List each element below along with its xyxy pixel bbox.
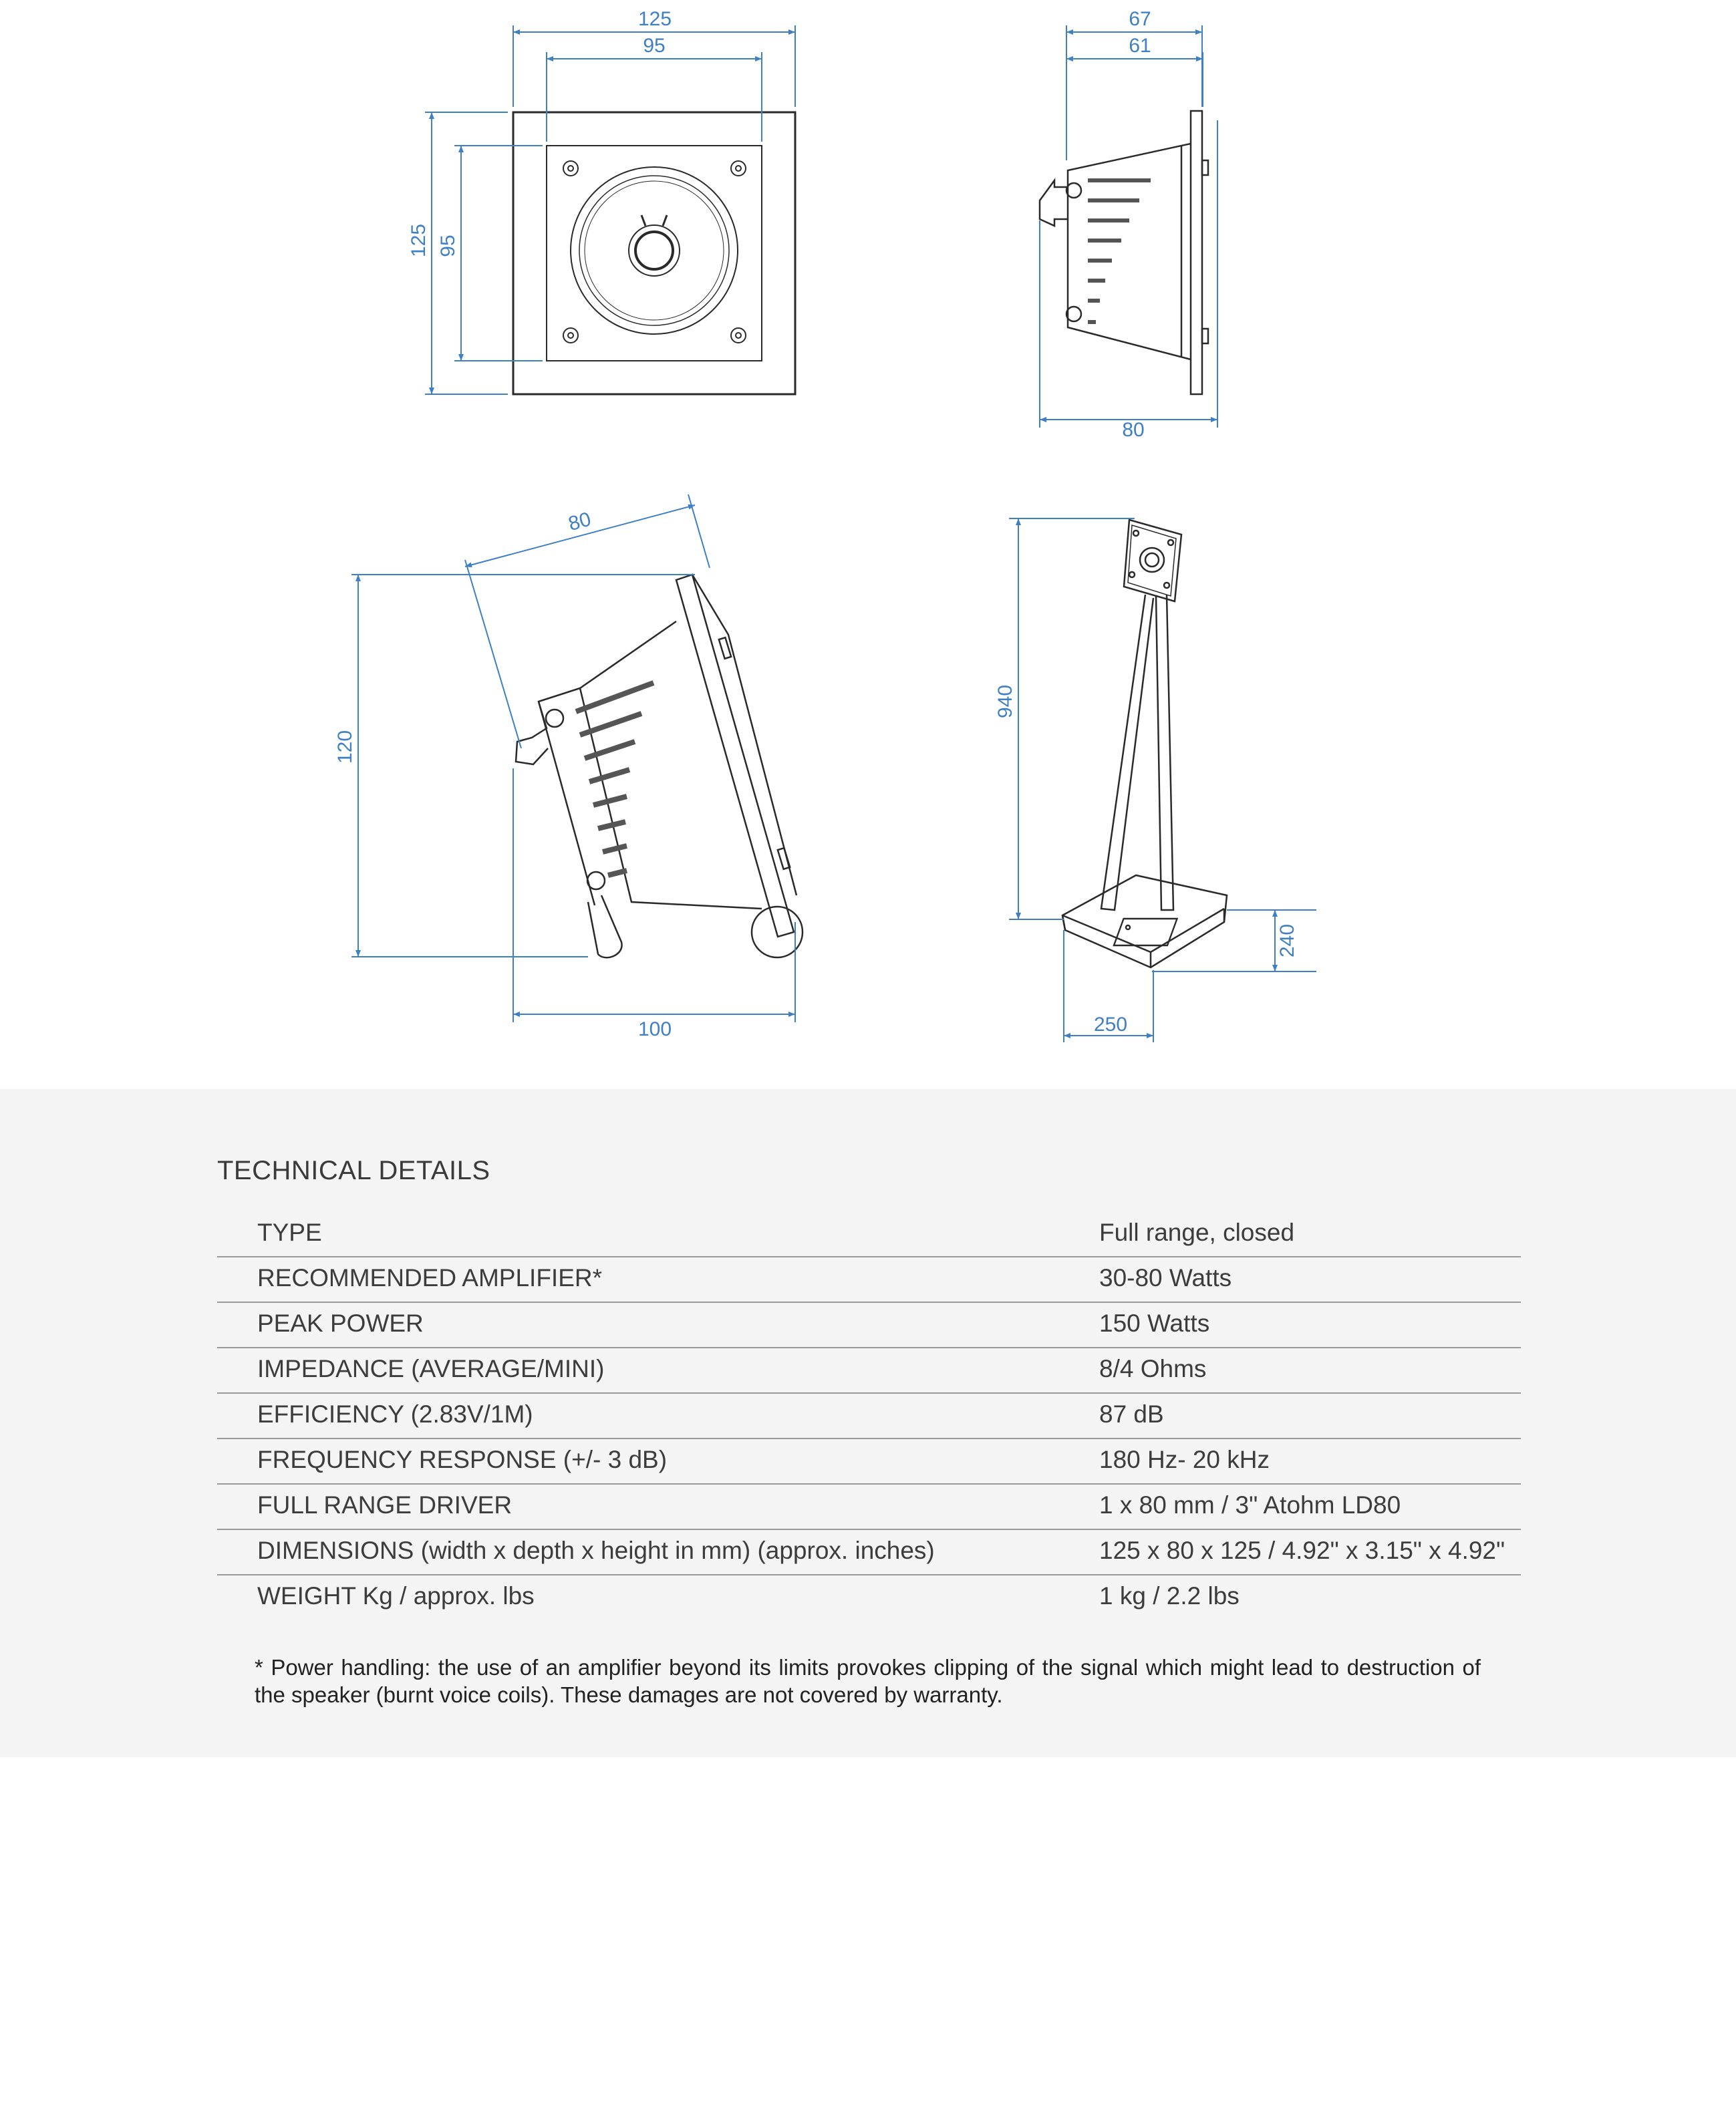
stand-height-label: 940 — [994, 684, 1016, 719]
spec-value: 125 x 80 x 125 / 4.92" x 3.15" x 4.92" — [1099, 1537, 1505, 1564]
spec-value: 150 Watts — [1099, 1310, 1210, 1337]
spec-row — [217, 1530, 1521, 1575]
spec-label: DIMENSIONS (width x depth x height in mm) (approx. inches) — [257, 1537, 935, 1564]
spec-value: 1 x 80 mm / 3" Atohm LD80 — [1099, 1491, 1401, 1519]
spec-value: 8/4 Ohms — [1099, 1355, 1207, 1382]
spec-table — [217, 1212, 1521, 1620]
spec-value: Full range, closed — [1099, 1219, 1295, 1246]
spec-label: RECOMMENDED AMPLIFIER* — [257, 1264, 603, 1292]
spec-row — [217, 1348, 1521, 1394]
spec-label: FREQUENCY RESPONSE (+/- 3 dB) — [257, 1446, 668, 1473]
front-height-inner-label: 95 — [437, 235, 459, 257]
tilted-width-label: 100 — [637, 1018, 672, 1040]
technical-details-section — [0, 1089, 1736, 1757]
spec-row — [217, 1257, 1521, 1303]
spec-value: 1 kg / 2.2 lbs — [1099, 1582, 1240, 1610]
technical-details-title: TECHNICAL DETAILS — [217, 1156, 490, 1185]
spec-row — [217, 1485, 1521, 1530]
spec-row — [217, 1575, 1521, 1620]
front-view-drawing — [513, 112, 795, 394]
spec-label: TYPE — [257, 1219, 322, 1246]
power-handling-footnote: * Power handling: the use of an amplifier beyond its limits provokes clipping of the signal which might lead to destruction of the speaker (burnt voice coils). These damages are not covered by warranty. — [255, 1655, 1481, 1707]
spec-label: WEIGHT Kg / approx. lbs — [257, 1582, 535, 1610]
spec-row — [217, 1439, 1521, 1485]
front-height-outer-label: 125 — [408, 223, 430, 258]
side-depth-total-label: 80 — [1122, 419, 1145, 441]
stand-view-drawing — [1062, 520, 1227, 967]
tilted-view-drawing — [516, 575, 803, 957]
side-depth-inner-label: 61 — [1129, 35, 1151, 57]
spec-label: FULL RANGE DRIVER — [257, 1491, 513, 1519]
front-view-dimensions — [425, 25, 795, 394]
stand-base-depth-label: 240 — [1276, 923, 1298, 958]
spec-label: IMPEDANCE (AVERAGE/MINI) — [257, 1355, 605, 1382]
side-view-drawing — [1040, 111, 1208, 394]
spec-value: 87 dB — [1099, 1400, 1164, 1428]
spec-label: EFFICIENCY (2.83V/1M) — [257, 1400, 533, 1428]
spec-value: 180 Hz- 20 kHz — [1099, 1446, 1270, 1473]
tilted-diagonal-label: 80 — [566, 508, 593, 536]
side-depth-outer-label: 67 — [1129, 8, 1151, 30]
spec-row — [217, 1394, 1521, 1439]
spec-row — [217, 1212, 1521, 1257]
tilted-height-label: 120 — [334, 730, 356, 764]
spec-label: PEAK POWER — [257, 1310, 424, 1337]
front-width-outer-label: 125 — [637, 8, 672, 30]
tilted-view-dimensions — [351, 494, 795, 1022]
stand-base-width-label: 250 — [1093, 1014, 1128, 1036]
spec-value: 30-80 Watts — [1099, 1264, 1232, 1292]
front-width-inner-label: 95 — [643, 35, 666, 57]
spec-row — [217, 1303, 1521, 1348]
